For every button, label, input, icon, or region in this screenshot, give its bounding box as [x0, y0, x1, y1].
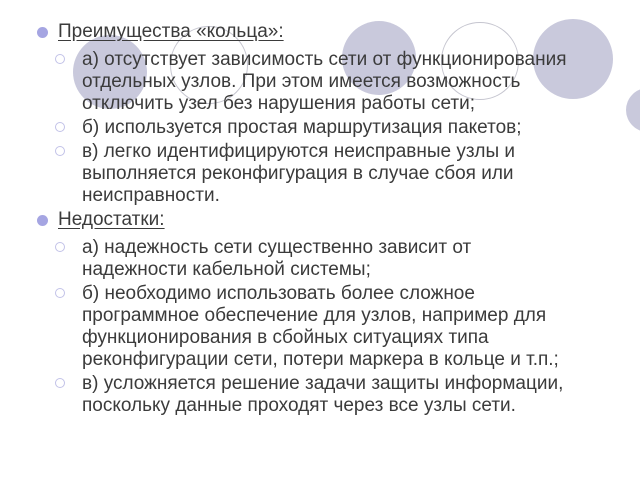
text-line: отключить узел без нарушения работы сети; [82, 93, 476, 114]
text-line: в) усложняется решение задачи защиты информации, [82, 373, 564, 394]
list-item-level1 [0, 21, 640, 43]
bullet-circle-icon [55, 54, 65, 64]
text-line: отдельных узлов. При этом имеется возможность [82, 71, 521, 92]
text-line: б) используется простая маршрутизация пакетов; [82, 117, 522, 138]
list-item-level2 [0, 373, 640, 417]
bullet-circle-icon [55, 146, 65, 156]
list-item-level2 [0, 283, 640, 371]
section-title-disadvantages: Недостатки: [58, 209, 165, 230]
disadvantage-item-v [82, 373, 563, 417]
disadvantage-item-b [82, 283, 559, 371]
text-line: поскольку данные проходят через все узлы сети. [82, 395, 516, 416]
text-line: надежности кабельной системы; [82, 259, 371, 280]
list-item-level1 [0, 209, 640, 231]
bullet-dot-icon [37, 27, 48, 38]
bullet-circle-icon [55, 242, 65, 252]
advantage-item-v [82, 141, 515, 207]
text-line: реконфигурации сети, потери маркера в кольце и т.п.; [82, 349, 559, 370]
text-line: выполняется реконфигурация в случае сбоя или [82, 163, 514, 184]
section-title-advantages: Преимущества «кольца»: [58, 21, 284, 42]
advantage-item-b [82, 117, 522, 139]
list-item-level2 [0, 141, 640, 207]
list-item-level2 [0, 49, 640, 115]
disadvantage-item-a [82, 237, 471, 281]
text-line: а) отсутствует зависимость сети от функционирования [82, 49, 567, 70]
bullet-circle-icon [55, 378, 65, 388]
text-line: а) надежность сети существенно зависит от [82, 237, 472, 258]
text-line: в) легко идентифицируются неисправные узлы и [82, 141, 516, 162]
list-item-level2 [0, 117, 640, 139]
text-line: функционирования в сбойных ситуациях типа [82, 327, 489, 348]
bullet-dot-icon [37, 215, 48, 226]
text-line: программное обеспечение для узлов, например для [82, 305, 547, 326]
text-line: б) необходимо использовать более сложное [82, 283, 475, 304]
text-line: неисправности. [82, 185, 220, 206]
advantage-item-a [82, 49, 567, 115]
bullet-circle-icon [55, 288, 65, 298]
list-item-level2 [0, 237, 640, 281]
bullet-circle-icon [55, 122, 65, 132]
